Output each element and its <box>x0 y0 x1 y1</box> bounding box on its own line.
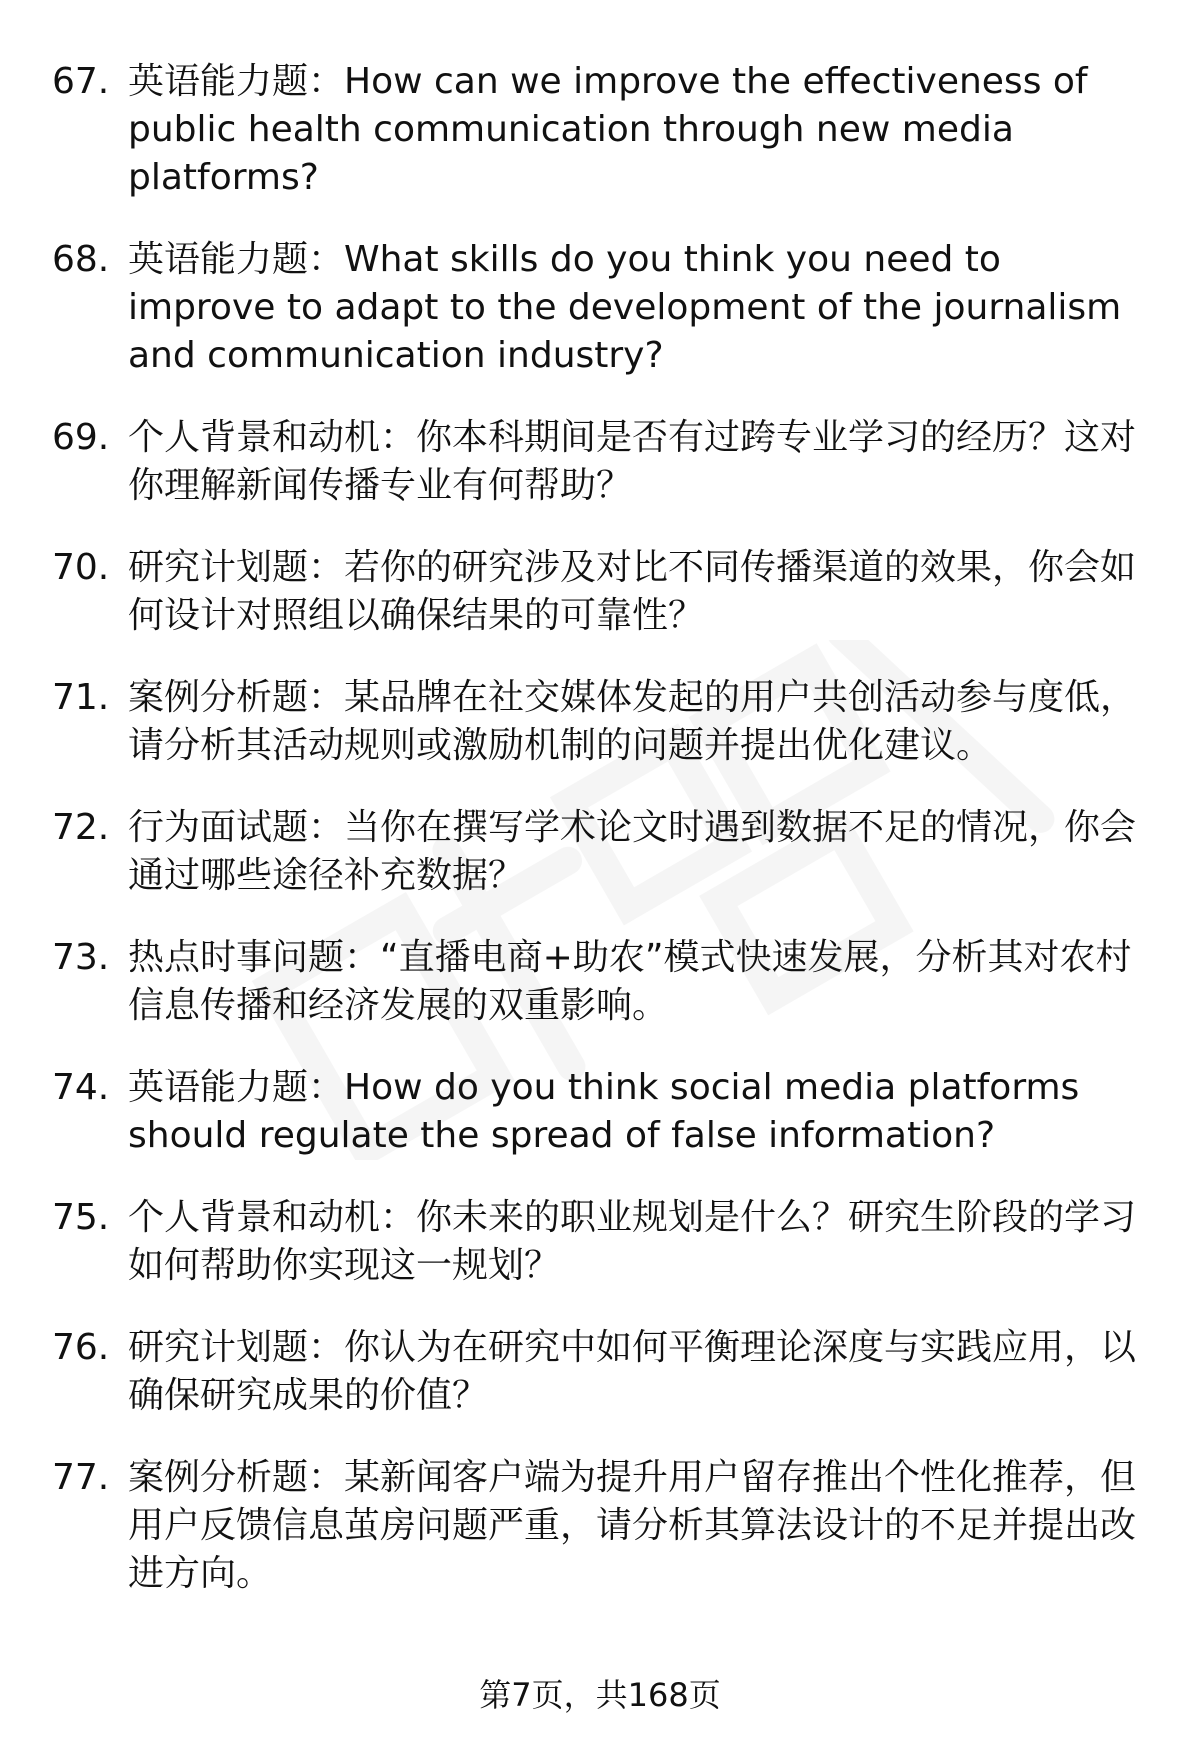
question-item <box>52 1064 1152 1160</box>
question-item <box>52 934 1152 1030</box>
question-text: 热点时事问题：“直播电商+助农”模式快速发展，分析其对农村信息传播和经济发展的双重影响。 <box>128 937 1132 1026</box>
question-item <box>52 58 1152 202</box>
question-text: 行为面试题：当你在撰写学术论文时遇到数据不足的情况，你会通过哪些途径补充数据？ <box>128 807 1137 896</box>
question-number: 69. <box>52 417 110 458</box>
question-item <box>52 1194 1152 1290</box>
question-text: 案例分析题：某新闻客户端为提升用户留存推出个性化推荐，但用户反馈信息茧房问题严重，请分析其算法设计的不足并提出改进方向。 <box>128 1457 1137 1594</box>
question-number: 73. <box>52 937 110 978</box>
page-footer: 第7页，共168页 <box>479 1676 721 1714</box>
question-item <box>52 544 1152 640</box>
question-item <box>52 1324 1152 1420</box>
question-text: 研究计划题：若你的研究涉及对比不同传播渠道的效果，你会如何设计对照组以确保结果的可靠性？ <box>128 547 1137 636</box>
question-number: 76. <box>52 1327 110 1368</box>
question-number: 70. <box>52 547 110 588</box>
question-item <box>52 674 1152 770</box>
question-number: 74. <box>52 1067 110 1108</box>
question-item <box>52 1454 1152 1598</box>
question-number: 77. <box>52 1457 110 1498</box>
question-number: 75. <box>52 1197 110 1238</box>
question-number: 72. <box>52 807 110 848</box>
question-list <box>52 58 1152 1632</box>
question-text: 个人背景和动机：你未来的职业规划是什么？研究生阶段的学习如何帮助你实现这一规划？ <box>128 1197 1137 1286</box>
question-text: 案例分析题：某品牌在社交媒体发起的用户共创活动参与度低，请分析其活动规则或激励机制的问题并提出优化建议。 <box>128 677 1137 766</box>
question-item <box>52 804 1152 900</box>
question-item <box>52 236 1152 380</box>
question-text: 英语能力题：How do you think social media platforms should regulate the spread of false information? <box>128 1067 1080 1156</box>
question-text: 英语能力题：How can we improve the effectiveness of public health communication through new media platforms? <box>128 61 1088 198</box>
question-text: 英语能力题：What skills do you think you need to improve to adapt to the development of the journalism and communication industry? <box>128 239 1122 376</box>
question-number: 67. <box>52 61 110 102</box>
question-number: 68. <box>52 239 110 280</box>
question-item <box>52 414 1152 510</box>
question-text: 研究计划题：你认为在研究中如何平衡理论深度与实践应用，以确保研究成果的价值？ <box>128 1327 1137 1416</box>
question-text: 个人背景和动机：你本科期间是否有过跨专业学习的经历？这对你理解新闻传播专业有何帮助？ <box>128 417 1137 506</box>
question-number: 71. <box>52 677 110 718</box>
